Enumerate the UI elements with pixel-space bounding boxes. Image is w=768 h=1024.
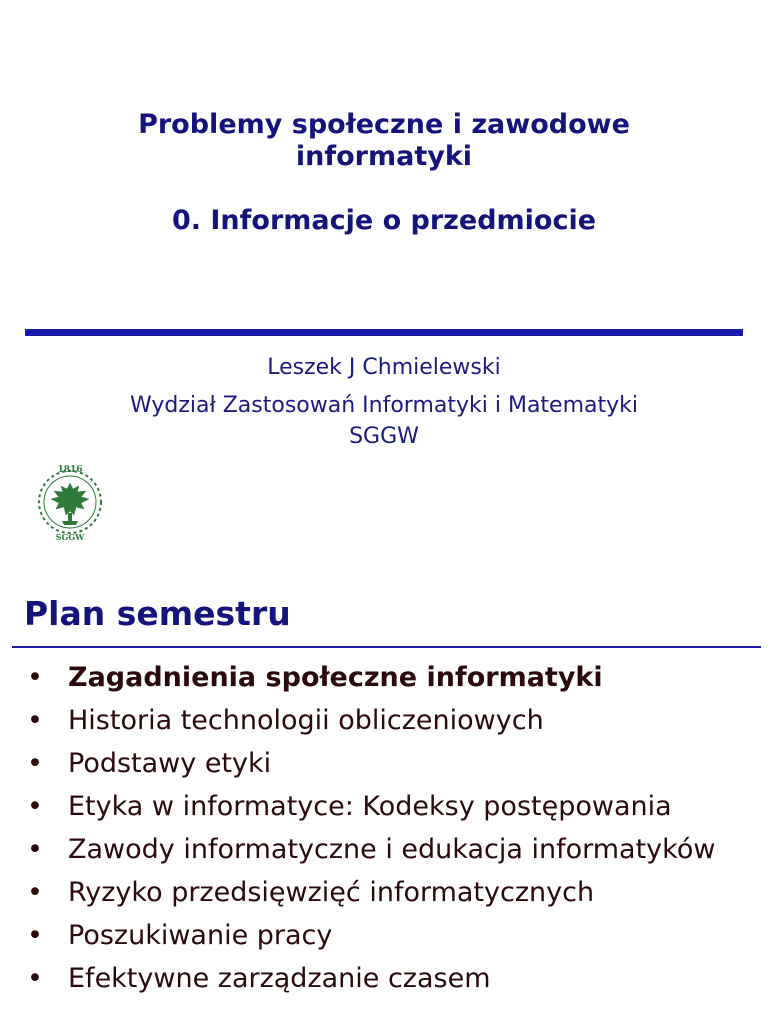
- plan-item: [0, 832, 768, 868]
- sggw-seal-icon: [29, 461, 111, 543]
- plan-item-label: Zagadnienia społeczne informatyki: [68, 662, 603, 693]
- plan-list: [0, 660, 768, 1004]
- plan-item-label: Poszukiwanie pracy: [68, 920, 333, 951]
- plan-item-label: Ryzyko przedsięwzięć informatycznych: [68, 877, 595, 908]
- seal-year: 1816: [57, 465, 83, 475]
- author-name: Leszek J Chmielewski: [267, 355, 501, 380]
- bullet-icon: •: [27, 748, 43, 779]
- bullet-icon: •: [27, 877, 43, 908]
- plan-item: [0, 703, 768, 739]
- plan-item-label: Zawody informatyczne i edukacja informatyków: [68, 834, 716, 865]
- plan-item-label: Efektywne zarządzanie czasem: [68, 963, 491, 994]
- bullet-icon: •: [27, 963, 43, 994]
- plan-item-label: Podstawy etyki: [68, 748, 272, 779]
- slide-title-line-2: informatyki: [295, 141, 473, 172]
- plan-item: [0, 789, 768, 825]
- seal-name: SGGW: [55, 532, 85, 542]
- bullet-icon: •: [27, 834, 43, 865]
- bullet-icon: •: [27, 791, 43, 822]
- plan-divider: [12, 646, 761, 648]
- bullet-icon: •: [27, 920, 43, 951]
- bullet-icon: •: [27, 705, 43, 736]
- plan-item: [0, 918, 768, 954]
- plan-item: [0, 746, 768, 782]
- slide-title-line-1: Problemy społeczne i zawodowe: [138, 109, 630, 140]
- title-divider: [25, 329, 743, 336]
- slide-title: [0, 109, 768, 173]
- slide-subtitle: 0. Informacje o przedmiocie: [171, 205, 597, 236]
- plan-item: [0, 961, 768, 997]
- plan-heading: Plan semestru: [24, 594, 291, 633]
- bullet-icon: •: [27, 662, 43, 693]
- faculty-name: Wydział Zastosowań Informatyki i Matematyki: [129, 393, 638, 418]
- plan-item-label: Etyka w informatyce: Kodeksy postępowania: [68, 791, 672, 822]
- university-name: SGGW: [349, 424, 419, 449]
- plan-item-label: Historia technologii obliczeniowych: [68, 705, 544, 736]
- plan-item: [0, 875, 768, 911]
- plan-item: [0, 660, 768, 696]
